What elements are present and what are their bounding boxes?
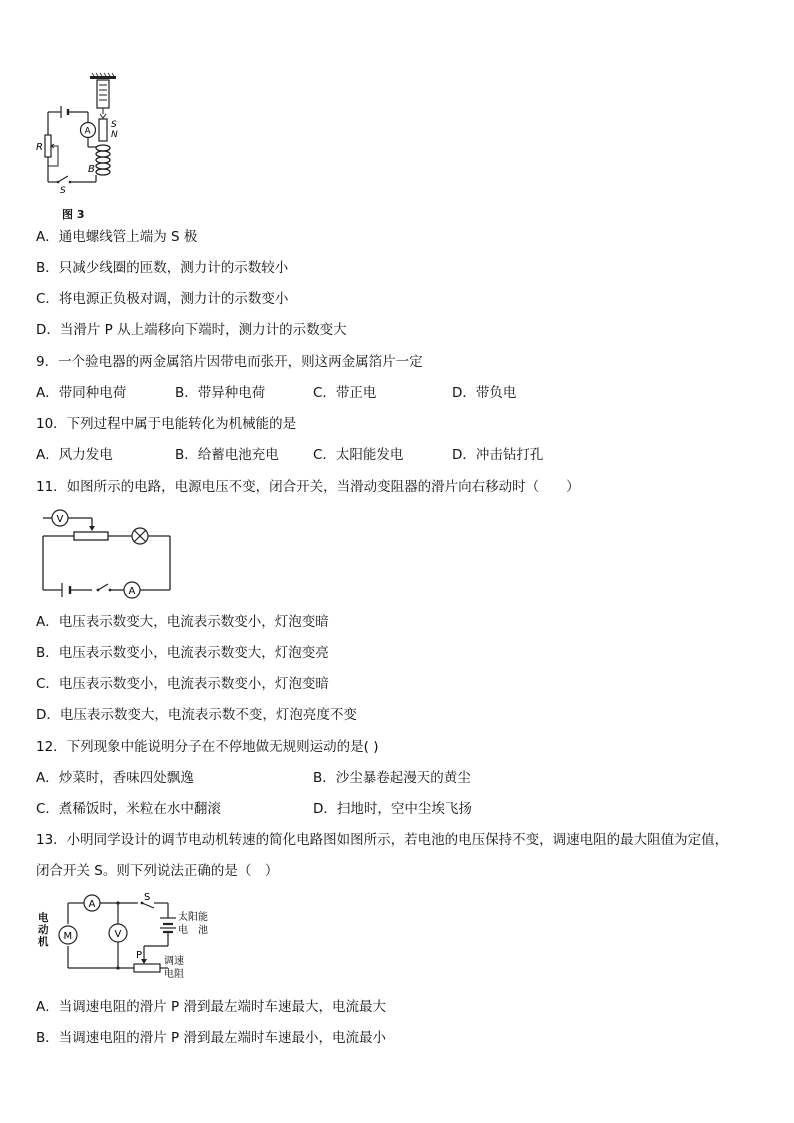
q13-circuit <box>36 890 216 982</box>
q8-option-b: B．只减少线圈的匝数，测力计的示数较小 <box>36 260 289 276</box>
q10-option-c: C．太阳能发电 <box>313 447 404 463</box>
q12-option-c: C．煮稀饭时，米粒在水中翻滚 <box>36 801 221 817</box>
q10-stem: 10．下列过程中属于电能转化为机械能的是 <box>36 416 297 432</box>
q9-option-a: A．带同种电荷 <box>36 385 127 401</box>
q13-option-a: A．当调速电阻的滑片 P 滑到最左端时车速最大，电流最大 <box>36 999 386 1015</box>
q8-option-d: D．当滑片 P 从上端移向下端时，测力计的示数变大 <box>36 322 347 338</box>
solar-battery-label-1: 太阳能 <box>178 912 208 923</box>
q9-option-c: C．带正电 <box>313 385 377 401</box>
voltmeter-v-label: V <box>56 514 64 525</box>
slider-p-label: P <box>136 950 143 961</box>
motor-m-label: M <box>63 931 73 942</box>
figure-3-caption: 图 3 <box>62 208 85 221</box>
ammeter-a-label-q11: A <box>128 586 136 597</box>
q11-option-b: B．电压表示数变小，电流表示数变大，灯泡变亮 <box>36 645 329 661</box>
q11-stem: 11．如图所示的电路，电源电压不变，闭合开关，当滑动变阻器的滑片向右移动时（ ） <box>36 479 580 495</box>
q8-option-a: A．通电螺线管上端为 S 极 <box>36 229 198 245</box>
q13-stem-line2: 闭合开关 S。则下列说法正确的是（ ） <box>36 863 279 879</box>
switch-s-label-q13: S <box>144 892 151 903</box>
q11-option-a: A．电压表示数变大，电流表示数变小，灯泡变暗 <box>36 614 329 630</box>
q10-option-a: A．风力发电 <box>36 447 113 463</box>
ammeter-a-label: A <box>84 126 91 137</box>
q12-stem: 12．下列现象中能说明分子在不停地做无规则运动的是( ) <box>36 739 379 755</box>
switch-s-label: S <box>60 186 66 196</box>
solenoid-b-label: B <box>88 164 95 175</box>
q10-option-d: D．冲击钻打孔 <box>452 447 544 463</box>
q12-option-d: D．扫地时，空中尘埃飞扬 <box>313 801 472 817</box>
q11-option-c: C．电压表示数变小，电流表示数变小，灯泡变暗 <box>36 676 329 692</box>
q11-circuit <box>38 504 178 604</box>
motor-label: 电动机 <box>38 912 49 948</box>
magnet-n-label: N <box>111 130 118 140</box>
q8-option-c: C．将电源正负极对调，测力计的示数变小 <box>36 291 289 307</box>
q10-option-b: B．给蓄电池充电 <box>175 447 279 463</box>
q9-option-d: D．带负电 <box>452 385 517 401</box>
magnet-s-label: S <box>111 120 117 130</box>
q13-stem-line1: 13．小明同学设计的调节电动机转速的简化电路图如图所示，若电池的电压保持不变，调速电阻的最大阻值为定值， <box>36 832 729 848</box>
speed-resistor-label-1: 调速 <box>164 956 184 967</box>
voltmeter-v-label-q13: V <box>114 929 122 940</box>
speed-resistor-label-2: 电阻 <box>164 969 184 980</box>
solar-battery-label-2: 电 池 <box>178 925 208 936</box>
ammeter-a-label-q13: A <box>88 899 96 910</box>
q11-option-d: D．电压表示数变大，电流表示数不变，灯泡亮度不变 <box>36 707 357 723</box>
q12-option-b: B．沙尘暴卷起漫天的黄尘 <box>313 770 471 786</box>
q9-stem: 9．一个验电器的两金属箔片因带电而张开，则这两金属箔片一定 <box>36 354 423 370</box>
rheostat-r-label: R <box>36 142 43 153</box>
q13-option-b: B．当调速电阻的滑片 P 滑到最左端时车速最小，电流最小 <box>36 1030 386 1046</box>
q9-option-b: B．带异种电荷 <box>175 385 266 401</box>
figure-3-circuit <box>36 72 136 197</box>
q12-option-a: A．炒菜时，香味四处飘逸 <box>36 770 194 786</box>
